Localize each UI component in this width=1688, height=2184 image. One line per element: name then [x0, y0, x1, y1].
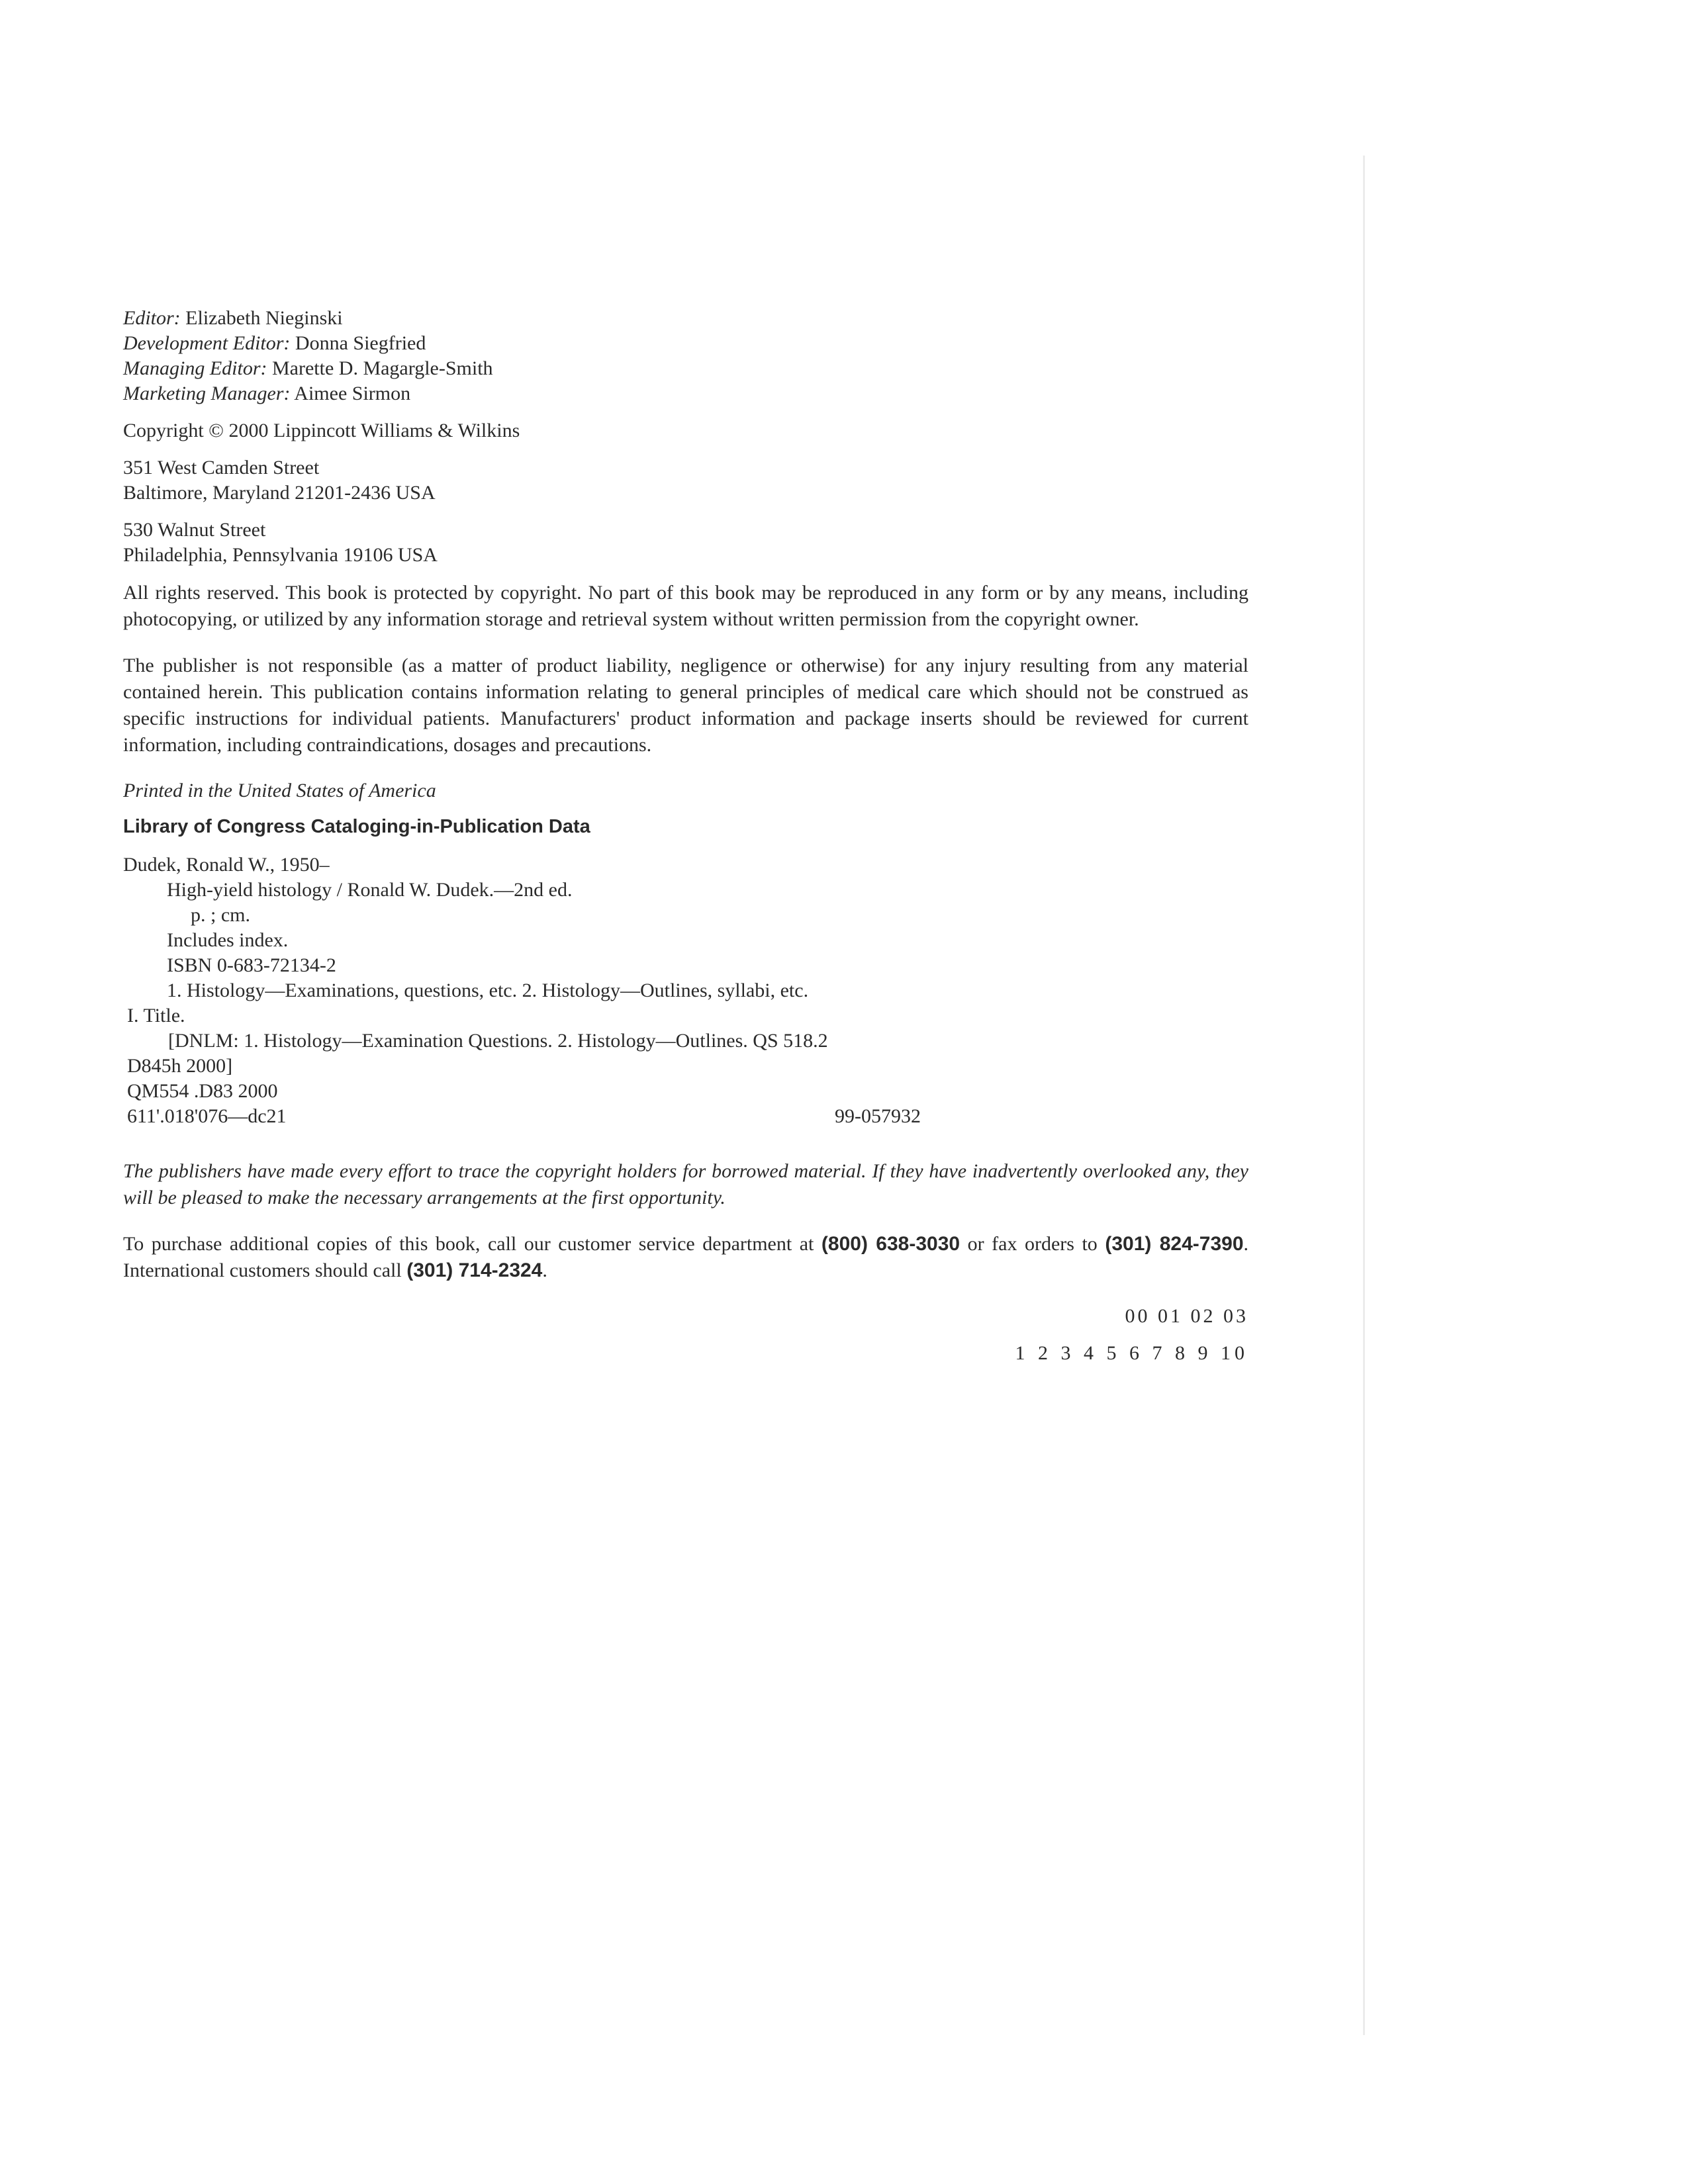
purchase-text: To purchase additional copies of this book, call our customer service department at [123, 1233, 821, 1255]
customer-service-phone: (800) 638-3030 [821, 1233, 961, 1255]
credits [123, 306, 1248, 406]
fax-number: (301) 824-7390 [1105, 1233, 1244, 1255]
cip-dewey: 611'.018'076—dc21 [127, 1105, 287, 1127]
purchase-text: . [542, 1259, 547, 1281]
credit-role: Marketing Manager: [123, 383, 291, 404]
copyright-page [123, 306, 1248, 1366]
address-street: 530 Walnut Street [123, 519, 266, 541]
cip-index: Includes index. [167, 929, 289, 951]
credit-role: Managing Editor: [123, 357, 267, 379]
cip-data [123, 852, 1248, 1129]
credit-editor [123, 306, 1248, 331]
page-edge-line [1363, 156, 1365, 2035]
international-phone: (301) 714-2324 [406, 1259, 543, 1281]
credit-role: Development Editor: [123, 332, 291, 354]
liability-paragraph: The publisher is not responsible (as a matter of product liability, negligence or otherwise) for any injury resulting from any material contained herein. This publication contains information relating to general principles of medical care which should not be construed as specific instructions for individual patients. Manufacturers' product information and package inserts should be reviewed for current information, including contraindications, dosages and precautions. [123, 655, 1248, 756]
credit-marketing-manager [123, 381, 1248, 406]
cip-heading: Library of Congress Cataloging-in-Publication Data [123, 816, 590, 837]
credit-development-editor [123, 331, 1248, 356]
purchase-text: . International customers should call [123, 1233, 1249, 1281]
purchase-info [123, 1231, 1248, 1284]
printed-in: Printed in the United States of America [123, 780, 436, 801]
cip-dewey-row [123, 1104, 1248, 1129]
copyright-line: Copyright © 2000 Lippincott Williams & Wilkins [123, 420, 520, 441]
cip-title: High-yield histology / Ronald W. Dudek.—2nd ed. [167, 879, 573, 901]
cip-title-entry: I. Title. [127, 1005, 185, 1026]
print-run: 1 2 3 4 5 6 7 8 9 10 [1015, 1342, 1248, 1364]
credit-name: Elizabeth Nieginski [185, 307, 343, 329]
credit-role: Editor: [123, 307, 181, 329]
address-street: 351 West Camden Street [123, 457, 320, 478]
print-years: 00 01 02 03 [1125, 1305, 1248, 1327]
copyright-notice [123, 418, 1248, 443]
credit-managing-editor [123, 356, 1248, 381]
credit-name: Donna Siegfried [295, 332, 426, 354]
credit-name: Marette D. Magargle-Smith [272, 357, 493, 379]
cip-author: Dudek, Ronald W., 1950– [123, 854, 330, 876]
cip-pagination: p. ; cm. [191, 904, 250, 926]
cip-subjects: 1. Histology—Examinations, questions, etc. 2. Histology—Outlines, syllabi, etc. [167, 979, 809, 1001]
rights-paragraph: All rights reserved. This book is protected by copyright. No part of this book may be reproduced in any form or by any means, including photocopying, or utilized by any information storage and retrieval system without written permission from the copyright owner. [123, 582, 1248, 630]
address-city: Baltimore, Maryland 21201-2436 USA [123, 482, 436, 504]
cip-dnlm-cont: D845h 2000] [127, 1055, 233, 1077]
address-baltimore [123, 455, 1248, 506]
publishers-note: The publishers have made every effort to trace the copyright holders for borrowed material. If they have inadvertently overlooked any, they will be pleased to make the necessary arrangements at the first opportunity. [123, 1160, 1248, 1208]
cip-isbn: ISBN 0-683-72134-2 [167, 954, 336, 976]
address-philadelphia [123, 518, 1248, 568]
cip-lccn: 99-057932 [835, 1105, 921, 1127]
cip-lc-class: QM554 .D83 2000 [127, 1080, 278, 1102]
purchase-text: or fax orders to [960, 1233, 1105, 1255]
address-city: Philadelphia, Pennsylvania 19106 USA [123, 544, 438, 566]
cip-dnlm: [DNLM: 1. Histology—Examination Questions. 2. Histology—Outlines. QS 518.2 [168, 1030, 828, 1052]
credit-name: Aimee Sirmon [294, 383, 411, 404]
